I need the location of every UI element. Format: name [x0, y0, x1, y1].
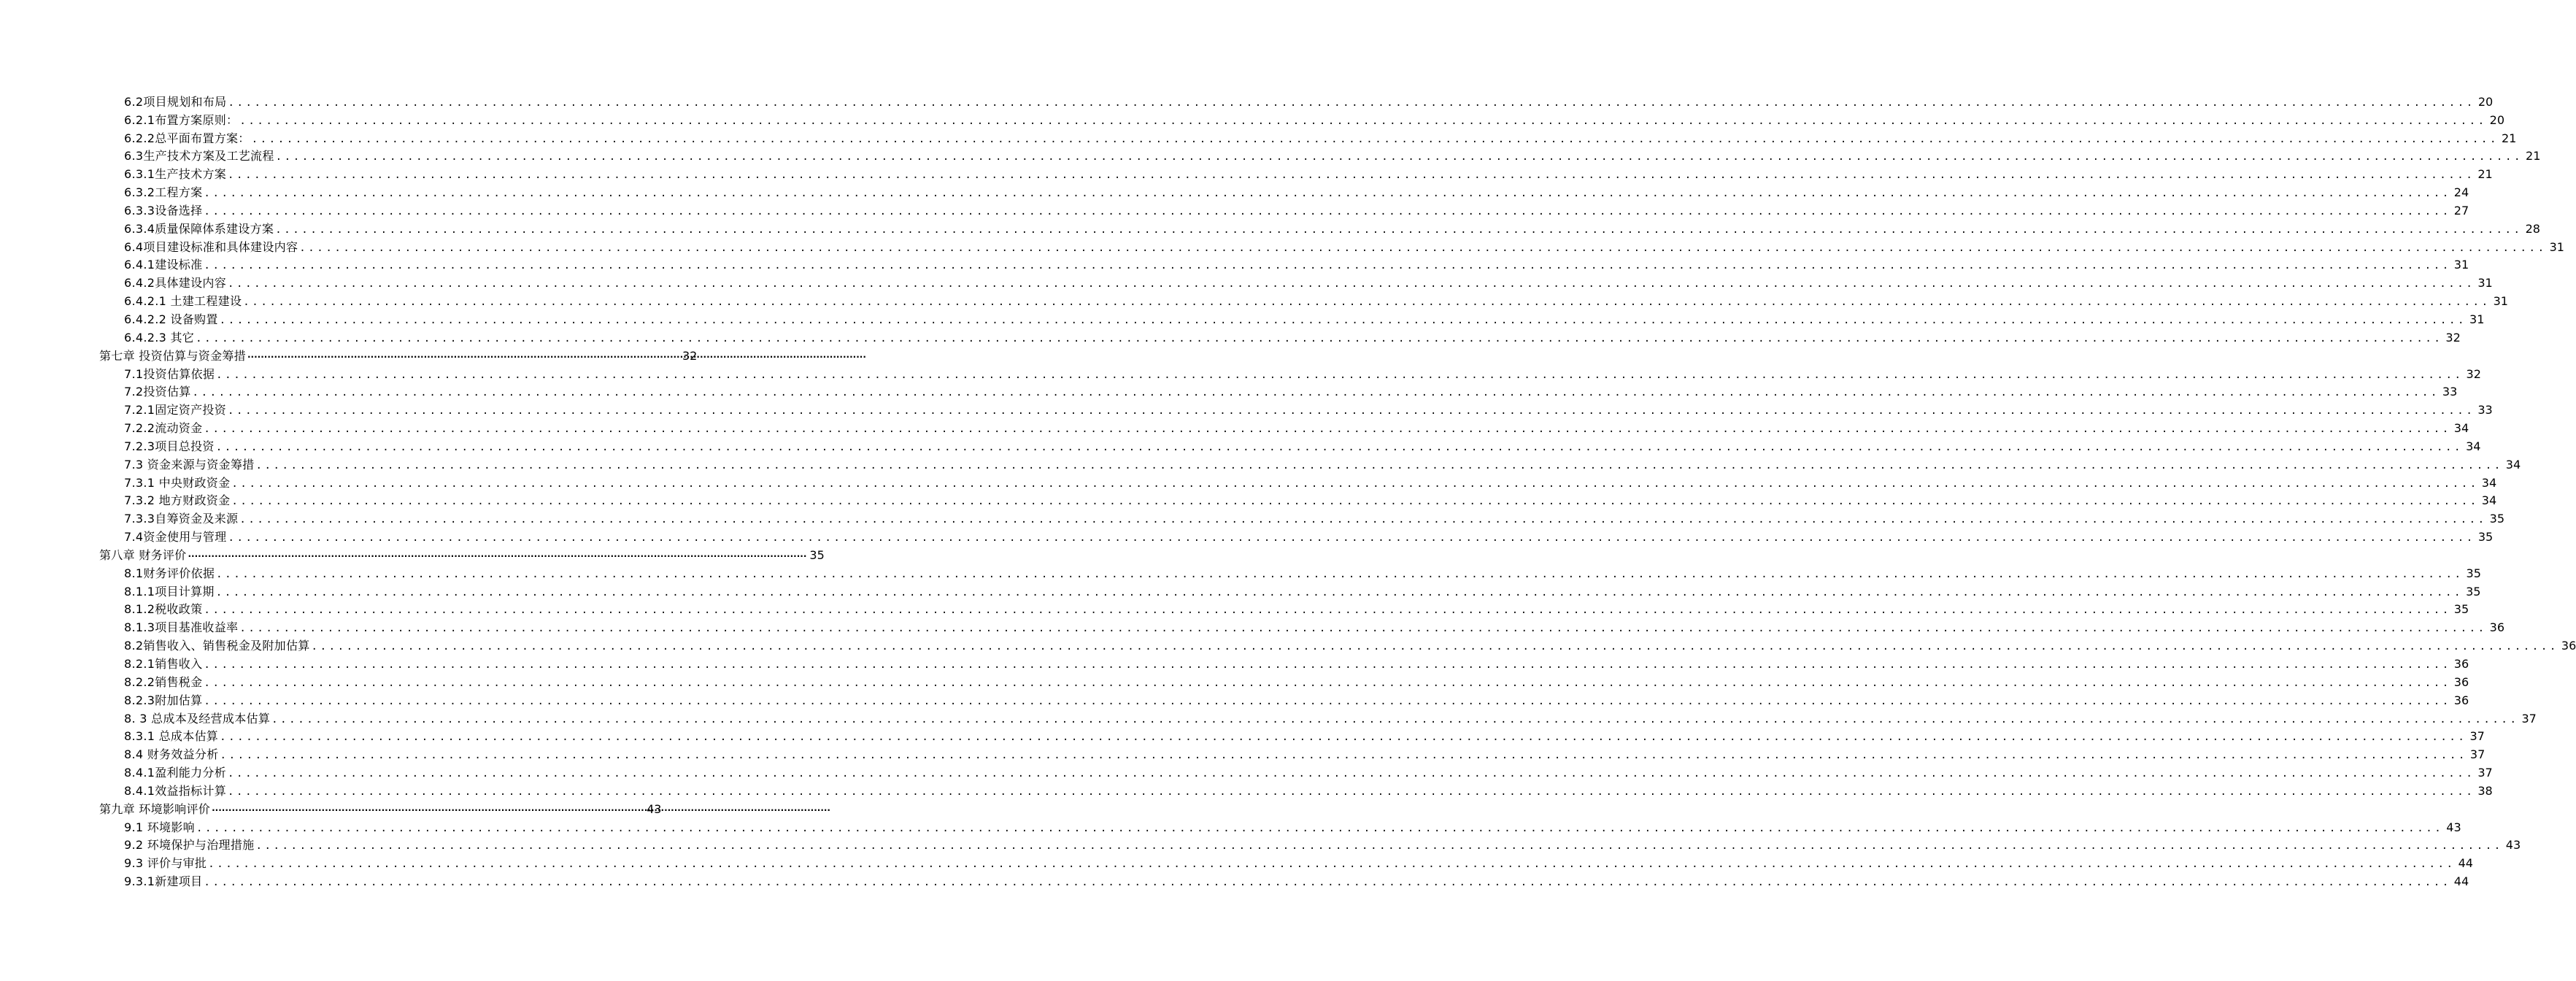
dot-leader: [226, 277, 2477, 291]
toc-entry-page-number: 36: [2453, 674, 2469, 689]
toc-entry[interactable]: [0, 763, 2493, 781]
dot-leader: [226, 404, 2477, 418]
toc-entry[interactable]: [0, 618, 2505, 636]
dot-leader: [274, 223, 2525, 237]
toc-entry-page-number: 37: [2477, 766, 2493, 780]
toc-entry-title: 9.3.1新建项目: [124, 874, 203, 889]
toc-entry-page-number: 37: [2521, 711, 2537, 726]
toc-entry-title: 9.1 环境影响: [124, 820, 195, 834]
toc-entry[interactable]: [0, 291, 2508, 309]
dot-leader: [246, 350, 682, 364]
dot-leader: [195, 821, 2446, 836]
toc-entry-page-number: 34: [2505, 457, 2521, 472]
toc-entry[interactable]: [0, 237, 2564, 255]
toc-entry-title: 9.2 环境保护与治理措施: [124, 838, 255, 853]
toc-entry[interactable]: [0, 255, 2469, 274]
toc-entry-page-number: 33: [2477, 403, 2493, 418]
toc-entry-page-number: 34: [2481, 493, 2497, 508]
toc-entry-title: 第九章 环境影响评价: [99, 801, 211, 816]
toc-entry-page-number: 35: [2489, 512, 2505, 526]
toc-entry-page-number: 35: [2466, 584, 2481, 599]
toc-entry[interactable]: [0, 473, 2497, 491]
toc-entry[interactable]: [0, 182, 2469, 201]
toc-entry-page-number: 44: [2458, 856, 2473, 871]
toc-entry[interactable]: [0, 436, 2481, 455]
toc-entry[interactable]: [0, 654, 2469, 672]
toc-entry[interactable]: [0, 600, 2469, 618]
dot-leader: [250, 132, 2502, 147]
toc-entry-title: 7.3 资金来源与资金筹措: [124, 457, 255, 472]
dot-leader: [194, 331, 2445, 346]
dot-leader: [274, 150, 2526, 164]
toc-entry-page-number: 20: [2477, 94, 2494, 109]
toc-entry-title: 7.1投资估算依据: [124, 366, 215, 381]
toc-entry[interactable]: [0, 328, 2461, 346]
toc-entry-page-number: 43: [2446, 820, 2461, 834]
toc-entry-page-number: 35: [2453, 602, 2469, 617]
toc-entry-title: 8.4 财务效益分析: [124, 747, 219, 762]
toc-entry-page-number: 34: [2453, 421, 2469, 436]
dot-leader: [226, 96, 2477, 110]
toc-entry-page-number: 36: [2489, 620, 2505, 635]
toc-entry-page-number: 34: [2481, 475, 2497, 490]
toc-entry[interactable]: [0, 110, 2505, 128]
toc-entry-title: 6.3.4质量保障体系建设方案: [124, 221, 274, 236]
toc-entry[interactable]: [0, 836, 2521, 854]
toc-entry-title: 9.3 评价与审批: [124, 856, 207, 871]
dot-leader: [210, 803, 647, 818]
dot-leader: [202, 204, 2453, 219]
toc-entry-page-number: 31: [2549, 239, 2564, 254]
toc-entry-page-number: 36: [2453, 657, 2469, 671]
dot-leader: [238, 114, 2489, 128]
toc-entry-page-number: 32: [2445, 330, 2461, 345]
dot-leader: [215, 368, 2466, 382]
toc-entry-title: 7.2投资估算: [124, 385, 191, 399]
toc-entry-title: 8.2销售收入、销售税金及附加估算: [124, 639, 310, 653]
toc-entry-page-number: 21: [2477, 167, 2493, 182]
toc-entry-page-number: 35: [2466, 566, 2481, 580]
toc-entry[interactable]: [0, 690, 2469, 709]
toc-entry[interactable]: [0, 509, 2505, 527]
toc-entry-title: 7.2.1固定资产投资: [124, 403, 227, 418]
toc-entry[interactable]: [0, 128, 2517, 147]
toc-entry[interactable]: [0, 219, 2540, 237]
toc-entry-title: 6.3生产技术方案及工艺流程: [124, 149, 274, 164]
toc-entry-title: 8.4.1效益指标计算: [124, 783, 227, 798]
toc-entry-title: 第七章 投资估算与资金筹措: [99, 348, 246, 363]
dot-leader: [215, 567, 2466, 582]
dot-leader: [202, 422, 2453, 436]
toc-entry[interactable]: [0, 727, 2485, 745]
toc-entry[interactable]: [0, 455, 2521, 473]
toc-entry-title: 8.1.1项目计算期: [124, 584, 215, 599]
dot-leader: [202, 186, 2453, 201]
toc-entry-title: 7.2.3项目总投资: [124, 439, 215, 453]
dot-leader: [270, 712, 2521, 727]
toc-entry-page-number: 38: [2477, 783, 2493, 798]
toc-entry[interactable]: [0, 400, 2493, 418]
toc-entry-page-number: 32: [2466, 366, 2481, 381]
toc-entry-title: 7.3.1 中央财政资金: [124, 475, 231, 490]
dot-leader: [219, 748, 2470, 763]
toc-entry-title: 第八章 财务评价: [99, 547, 187, 562]
dot-leader: [202, 603, 2453, 618]
dot-leader: [230, 477, 2481, 491]
dot-leader: [254, 839, 2505, 853]
toc-entry-page-number: 24: [2453, 185, 2469, 200]
toc-entry-title: 7.4资金使用与管理: [124, 530, 227, 545]
toc-entry-title: 8.1.3项目基准收益率: [124, 620, 239, 635]
dot-leader: [226, 531, 2477, 545]
toc-entry-title: 6.2.1布置方案原则：: [124, 112, 239, 127]
dot-leader: [298, 241, 2549, 255]
toc-entry-page-number: 27: [2453, 203, 2469, 218]
dot-leader: [187, 549, 810, 563]
toc-entry-title: 6.4.2.1 土建工程建设: [124, 294, 242, 309]
toc-entry-page-number: 31: [2453, 258, 2469, 272]
toc-chapter-entry[interactable]: [0, 346, 698, 364]
dot-leader: [215, 440, 2466, 455]
toc-entry-title: 8.2.2销售税金: [124, 674, 203, 689]
dot-leader: [207, 857, 2458, 872]
toc-entry[interactable]: [0, 364, 2481, 382]
toc-entry-title: 8.4.1盈利能力分析: [124, 766, 227, 780]
toc-entry-page-number: 33: [2442, 385, 2458, 399]
toc-entry-page-number: 20: [2489, 112, 2505, 127]
dot-leader: [226, 766, 2477, 781]
dot-leader: [230, 494, 2481, 509]
toc-entry[interactable]: [0, 853, 2473, 872]
toc-entry-page-number: 43: [2505, 838, 2521, 853]
dot-leader: [202, 258, 2453, 273]
toc-entry[interactable]: [0, 527, 2494, 545]
toc-entry[interactable]: [0, 672, 2469, 690]
dot-leader: [202, 676, 2453, 690]
toc-entry[interactable]: [0, 418, 2469, 436]
toc-entry-page-number: 21: [2501, 131, 2517, 145]
toc-entry-title: 8.3.1 总成本估算: [124, 729, 219, 744]
toc-entry-page-number: 37: [2469, 747, 2486, 762]
dot-leader: [238, 512, 2489, 527]
toc-entry-title: 6.3.2工程方案: [124, 185, 203, 200]
toc-entry-page-number: 35: [809, 547, 825, 562]
toc-entry-title: 6.2.2总平面布置方案：: [124, 131, 250, 145]
dot-leader: [238, 621, 2489, 636]
dot-leader: [254, 458, 2505, 473]
toc-entry-page-number: 31: [2469, 312, 2485, 326]
toc-entry-title: 7.2.2流动资金: [124, 421, 203, 436]
toc-entry[interactable]: [0, 818, 2461, 836]
toc-entry[interactable]: [0, 147, 2541, 165]
toc-entry[interactable]: [0, 709, 2537, 727]
toc-entry-title: 8. 3 总成本及经营成本估算: [124, 711, 271, 726]
toc-entry[interactable]: [0, 563, 2481, 582]
toc-entry-title: 6.4.2.3 其它: [124, 330, 195, 345]
toc-entry-page-number: 34: [2466, 439, 2481, 453]
toc-entry[interactable]: [0, 781, 2493, 799]
dot-leader: [202, 875, 2453, 890]
toc-entry-title: 6.4.2.2 设备购置: [124, 312, 218, 326]
toc-entry[interactable]: [0, 872, 2469, 890]
toc-entry-page-number: 28: [2525, 221, 2540, 236]
toc-entry[interactable]: [0, 636, 2576, 654]
toc-entry[interactable]: [0, 582, 2481, 600]
toc-entry-title: 6.4.2具体建设内容: [124, 276, 227, 291]
toc-entry-page-number: 36: [2453, 693, 2469, 707]
dot-leader: [218, 313, 2469, 328]
toc-entry-title: 8.2.3附加估算: [124, 693, 203, 707]
toc-entry[interactable]: [0, 382, 2458, 401]
dot-leader: [215, 585, 2466, 600]
dot-leader: [310, 639, 2561, 654]
toc-entry[interactable]: [0, 745, 2486, 763]
toc-entry-page-number: 36: [2561, 639, 2576, 653]
toc-chapter-entry[interactable]: [0, 545, 825, 563]
toc-entry-page-number: 37: [2469, 729, 2485, 744]
toc-entry-title: 7.3.3自筹资金及来源: [124, 512, 239, 526]
toc-entry-title: 6.2项目规划和布局: [124, 94, 227, 109]
toc-entry[interactable]: [0, 273, 2493, 291]
toc-entry[interactable]: [0, 92, 2494, 110]
toc-entry-title: 7.3.2 地方财政资金: [124, 493, 231, 508]
toc-chapter-entry[interactable]: [0, 799, 662, 818]
dot-leader: [226, 168, 2477, 182]
toc-entry-title: 8.2.1销售收入: [124, 657, 203, 671]
toc-entry[interactable]: [0, 491, 2497, 509]
toc-entry[interactable]: [0, 309, 2485, 328]
dot-leader: [191, 385, 2442, 400]
toc-entry[interactable]: [0, 201, 2469, 219]
toc-entry-page-number: 32: [682, 348, 698, 363]
toc-entry-page-number: 21: [2526, 149, 2541, 164]
toc-entry-title: 6.4项目建设标准和具体建设内容: [124, 239, 298, 254]
toc-entry-page-number: 44: [2453, 874, 2469, 889]
table-of-contents: [0, 92, 2576, 890]
dot-leader: [242, 295, 2493, 309]
toc-entry-page-number: 35: [2477, 530, 2494, 545]
dot-leader: [202, 658, 2453, 672]
toc-entry-title: 8.1.2税收政策: [124, 602, 203, 617]
toc-entry-title: 8.1财务评价依据: [124, 566, 215, 580]
toc-entry-page-number: 43: [647, 801, 662, 816]
toc-entry[interactable]: [0, 164, 2493, 182]
toc-entry-page-number: 31: [2477, 276, 2493, 291]
toc-entry-title: 6.3.3设备选择: [124, 203, 203, 218]
dot-leader: [202, 694, 2453, 709]
dot-leader: [226, 785, 2477, 799]
toc-entry-title: 6.3.1生产技术方案: [124, 167, 227, 182]
dot-leader: [218, 730, 2469, 745]
toc-entry-title: 6.4.1建设标准: [124, 258, 203, 272]
toc-entry-page-number: 31: [2493, 294, 2508, 309]
